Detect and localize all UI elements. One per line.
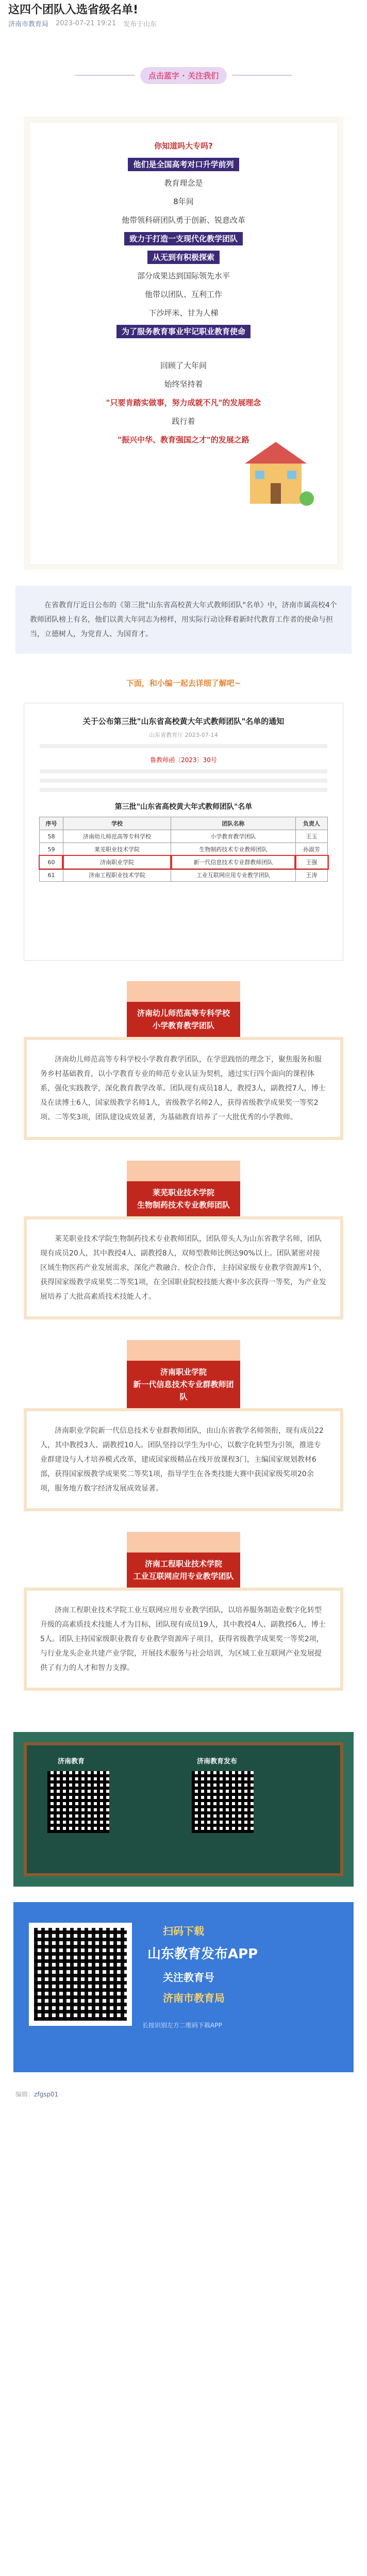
table-row: 59 莱芜职业技术学院 生物制药技术专业教师团队 孙淑芳 bbox=[40, 843, 328, 856]
intro-paragraph: 在省教育厅近日公布的《第三批"山东省高校黄大年式教师团队"名单》中，济南市属高校4个教师团队榜上有名，他们以黄大年同志为榜样，用实际行动诠释着新时代教育工作者的使命与担当，立德树人，为党育人、为国育才。 bbox=[15, 586, 352, 654]
app-qr-code-icon[interactable] bbox=[29, 1923, 132, 2026]
team-header bbox=[127, 1340, 240, 1408]
qr-code-icon[interactable] bbox=[47, 1771, 109, 1833]
table-header: 学校 bbox=[63, 817, 171, 830]
table-header: 序号 bbox=[40, 817, 63, 830]
poem-lines bbox=[29, 122, 338, 449]
team-description: 济南工程职业技术学院工业互联网应用专业教学团队，以培养服务制造业数字化转型升级的高素质技术技能人才为目标，团队现有成员19人，其中教授4人、副教授6人，博士5人。团队主持国家级职业教育专业教学资源库子项目，获得省级教学成果奖一等奖2项，与行业龙头企业共建产业学院，开展技术服务与社会培训，为区域工业互联网产业发展提供了有力的人才和智力支撑。 bbox=[24, 1588, 343, 1691]
banner-line: 山东教育发布APP bbox=[147, 1946, 258, 1962]
school-illustration-icon bbox=[235, 432, 317, 509]
poem-line: 他带以团队、互利工作 bbox=[144, 290, 222, 299]
divider bbox=[232, 75, 292, 76]
team-label: 济南幼儿师范高等专科学校 小学教育教学团队 bbox=[127, 1002, 240, 1037]
table-row: 58 济南幼儿师范高等专科学校 小学教育教学团队 王玉 bbox=[40, 830, 328, 843]
poem-line: 他带领科研团队勇于创新、锐意改革 bbox=[121, 216, 245, 225]
team-header bbox=[127, 1532, 240, 1588]
poem-line: 始终坚持着 bbox=[164, 379, 203, 389]
poem-line: "只要肯踏实做事，努力成就不凡"的发展理念 bbox=[106, 398, 261, 407]
qr-caption: 济南教育发布 bbox=[197, 1758, 238, 1765]
qr-code-icon[interactable] bbox=[192, 1771, 254, 1833]
follow-pill[interactable]: 点击蓝字 · 关注我们 bbox=[140, 67, 227, 84]
table-header: 负责人 bbox=[295, 817, 327, 830]
table-header: 团队名称 bbox=[171, 817, 296, 830]
team-label: 济南职业学院 新一代信息技术专业群教师团队 bbox=[127, 1361, 240, 1408]
poem-line: 下沙坪米、甘为人梯 bbox=[148, 308, 219, 318]
poem-line: 践行着 bbox=[172, 417, 195, 426]
editor-name: zfgsp01 bbox=[34, 2091, 59, 2098]
article-datetime: 2023-07-21 19:21 bbox=[56, 19, 116, 27]
notice-document bbox=[24, 703, 343, 961]
poem-line: "振兴中华、教育强国之才"的发展之路 bbox=[118, 435, 249, 444]
poem-line: 致力于打造一支现代化教学团队 bbox=[29, 229, 338, 248]
team-header bbox=[127, 1161, 240, 1216]
editor-credit: 编辑：zfgsp01 bbox=[15, 2091, 59, 2098]
divider bbox=[75, 75, 135, 76]
notice-doc-number: 鲁教师函〔2023〕30号 bbox=[150, 756, 217, 764]
team-header bbox=[127, 981, 240, 1037]
banner-line: 扫码下载 bbox=[163, 1925, 204, 1937]
banner-line: 济南市教育局 bbox=[163, 1992, 225, 2004]
article-location: 发布于山东 bbox=[123, 20, 157, 28]
banner-hint: 长按识别左方二维码下载APP bbox=[142, 2022, 222, 2029]
poem-line: 回顾了大年间 bbox=[160, 361, 207, 370]
poem-line: 他们是全国高考对口升学前列 bbox=[29, 155, 338, 174]
section-hint: 下面，和小编一起去详细了解吧~ bbox=[126, 679, 241, 688]
team-label: 莱芜职业技术学院 生物制药技术专业教师团队 bbox=[127, 1181, 240, 1216]
table-row: 60 济南职业学院 新一代信息技术专业群教师团队 王强 bbox=[40, 856, 328, 869]
team-description: 莱芜职业技术学院生物制药技术专业教师团队，团队带头人为山东省教学名师，团队现有成员20人，其中教授4人、副教授8人，双师型教师比例达90%以上。团队紧密对接区域生物医药产业发展需求，深化产教融合、校企合作，主持国家级专业教学资源库1个，获得国家级教学成果奖二等奖1项，在全国职业院校技能大赛中多次获得一等奖，为产业发展培养了大批高素质技术技能人才。 bbox=[24, 1216, 343, 1319]
app-download-banner bbox=[13, 1902, 354, 2072]
article-title: 这四个团队入选省级名单! bbox=[8, 4, 139, 16]
poem-line: 从无到有积极探索 bbox=[29, 248, 338, 267]
poem-line: 为了服务教育事业牢记职业教育使命 bbox=[29, 322, 338, 341]
article-meta bbox=[0, 18, 367, 29]
notice-table-title: 第三批"山东省高校黄大年式教师团队"名单 bbox=[114, 803, 253, 811]
poem-line: 8年间 bbox=[173, 197, 194, 206]
chalkboard bbox=[24, 1742, 343, 1876]
table-row: 61 济南工程职业技术学院 工业互联网应用专业教学团队 王涛 bbox=[40, 869, 328, 882]
qr-banner bbox=[13, 1732, 354, 1887]
qr-caption: 济南教育 bbox=[58, 1758, 85, 1765]
poem-line: 部分成果达到国际领先水平 bbox=[137, 271, 230, 280]
notice-table bbox=[39, 817, 328, 882]
banner-line: 关注教育号 bbox=[163, 1971, 214, 1984]
article-source-link[interactable]: 济南市教育局 bbox=[8, 20, 49, 28]
team-label: 济南工程职业技术学院 工业互联网应用专业教学团队 bbox=[127, 1553, 240, 1588]
poem-line: 你知道吗大专吗? bbox=[154, 141, 213, 151]
notice-title: 关于公布第三批"山东省高校黄大年式教师团队"名单的通知 bbox=[82, 717, 285, 726]
poem-line: 教育理念是 bbox=[164, 178, 203, 188]
poem-card bbox=[29, 122, 338, 565]
team-description: 济南职业学院新一代信息技术专业群教师团队，由山东省教学名师领衔，现有成员22人，其中教授3人、副教授10人。团队坚持以学生为中心，以数字化转型为引领，推进专业群建设与人才培养模式改革，建成国家级精品在线开放课程3门，主编国家规划教材6部，获得国家级教学成果奖二等奖1项，指导学生在各类技能大赛中获国家级奖项20余项，服务地方数字经济发展成效显著。 bbox=[24, 1408, 343, 1511]
follow-banner[interactable] bbox=[75, 65, 292, 86]
notice-meta: 山东省教育厅 2023-07-14 bbox=[149, 732, 218, 738]
team-description: 济南幼儿师范高等专科学校小学教育教学团队，在学思践悟的理念下，聚焦服务和服务乡村基础教育，以小学教育专业的师范专业认证为契机，通过实行四个面向的课程体系，强化实践教学，深化教育教学改革。团队现有成员18人，教授3人，副教授7人，博士及在读博士6人，国家级教学名师1人，省级教学名师2人，获得省级教学成果奖一等奖2项、二等奖3项，团队建设成效显著，为基础教育培养了一大批优秀的小学教师。 bbox=[24, 1037, 343, 1140]
